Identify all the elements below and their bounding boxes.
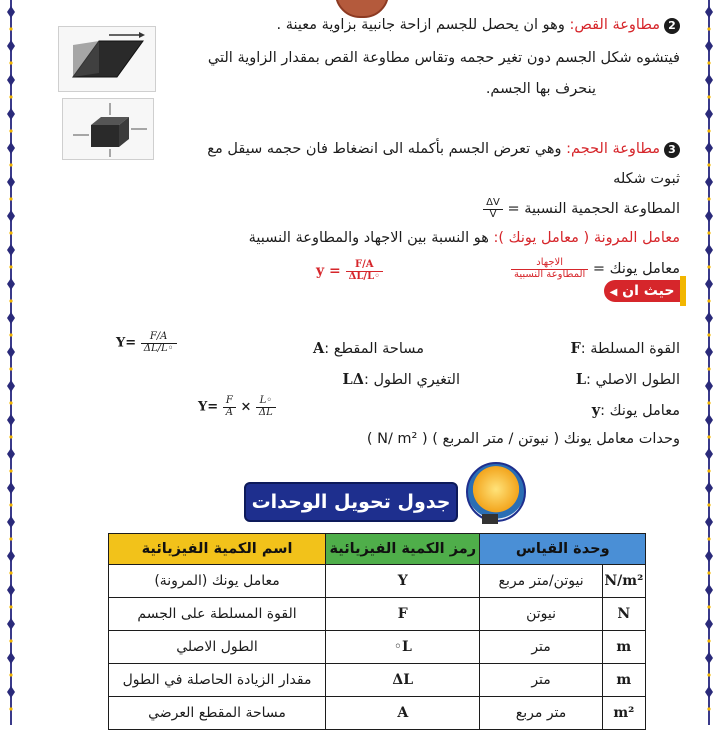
border-diamond-icon — [705, 686, 713, 698]
border-diamond-icon — [705, 550, 713, 562]
fraction-denominator: ΔL — [258, 406, 273, 418]
border-diamond-icon — [705, 74, 713, 86]
border-dot-icon — [9, 299, 12, 302]
formula-y: y = — [316, 263, 341, 279]
unit-en: N/m² — [602, 565, 645, 598]
fraction-denominator: ΔL/L◦ — [143, 342, 174, 354]
border-diamond-icon — [7, 6, 15, 18]
definition-l — [576, 371, 680, 388]
border-dot-icon — [707, 401, 710, 404]
border-dot-icon — [9, 27, 12, 30]
border-diamond-icon — [705, 210, 713, 222]
border-dot-icon — [707, 61, 710, 64]
border-dot-icon — [707, 639, 710, 642]
unit-en: m² — [602, 697, 645, 730]
formula-y: Y= — [116, 335, 137, 351]
shear-strain-heading — [277, 17, 681, 34]
border-diamond-icon — [7, 244, 15, 256]
unit-ar: متر — [480, 631, 602, 664]
number-bullet-icon: 3 — [664, 142, 680, 158]
border-diamond-icon — [7, 448, 15, 460]
fraction-numerator: الاجهاد — [511, 258, 588, 270]
shear-strain-illustration — [58, 26, 156, 92]
youngs-units-line: وحدات معامل يونك ( نيوتن / متر المربع ) ( N/ m² ) — [366, 431, 680, 447]
border-dot-icon — [707, 673, 710, 676]
unit-ar: نيوتن/متر مربع — [480, 565, 602, 598]
border-diamond-icon — [705, 584, 713, 596]
fraction-numerator: F/A — [346, 260, 383, 272]
border-dot-icon — [9, 605, 12, 608]
unit-en: m — [602, 631, 645, 664]
desc-y: : معامل يونك — [600, 403, 680, 419]
quantity-name: الطول الاصلي — [109, 631, 326, 664]
fraction-denominator: ΔL/L◦ — [348, 270, 380, 282]
border-diamond-icon — [7, 380, 15, 392]
quantity-name: القوة المسلطة على الجسم — [109, 598, 326, 631]
border-diamond-icon — [7, 312, 15, 324]
desc-l: : الطول الاصلي — [586, 372, 680, 388]
volume-strain-text-1: وهي تعرض الجسم بأكمله الى انضغاط فان حجمه سيقل مع — [207, 141, 567, 157]
border-dot-icon — [707, 435, 710, 438]
border-diamond-icon — [705, 414, 713, 426]
border-dot-icon — [9, 163, 12, 166]
border-dot-icon — [707, 299, 710, 302]
border-dot-icon — [707, 333, 710, 336]
unit-ar: متر — [480, 664, 602, 697]
border-dot-icon — [707, 163, 710, 166]
volume-strain-text-2: ثبوت شكله — [613, 171, 680, 187]
symbol-l: L — [575, 371, 587, 388]
border-diamond-icon — [7, 40, 15, 52]
border-dot-icon — [9, 639, 12, 642]
border-dot-icon — [707, 265, 710, 268]
border-diamond-icon — [7, 550, 15, 562]
border-diamond-icon — [705, 244, 713, 256]
desc-f: : القوة المسلطة — [580, 341, 680, 357]
border-dot-icon — [707, 197, 710, 200]
border-diamond-icon — [7, 176, 15, 188]
table-header-row — [109, 534, 646, 565]
table-row — [109, 565, 646, 598]
border-dot-icon — [707, 469, 710, 472]
unit-en: m — [602, 664, 645, 697]
times-sign: × — [240, 399, 252, 415]
quantity-name: معامل يونك (المرونة) — [109, 565, 326, 598]
border-dot-icon — [9, 435, 12, 438]
table-row — [109, 598, 646, 631]
unit-ar: نيوتن — [480, 598, 602, 631]
right-border-ornaments — [702, 0, 716, 725]
number-bullet-icon: 2 — [664, 18, 680, 34]
border-dot-icon — [9, 401, 12, 404]
unit-conversion-banner: جدول تحويل الوحدات — [244, 482, 458, 522]
border-dot-icon — [9, 61, 12, 64]
border-diamond-icon — [705, 278, 713, 290]
youngs-modulus-heading — [249, 230, 680, 246]
table-row — [109, 631, 646, 664]
border-dot-icon — [9, 231, 12, 234]
border-diamond-icon — [7, 108, 15, 120]
quantity-symbol: L◦ — [326, 631, 480, 664]
desc-delta-l: : التغيري الطول — [363, 372, 460, 388]
symbol-y: y — [591, 402, 601, 419]
border-diamond-icon — [705, 108, 713, 120]
symbol-delta-l: LΔ — [342, 371, 364, 388]
shear-strain-title: مطاوعة القص: — [569, 17, 660, 33]
border-diamond-icon — [7, 414, 15, 426]
volume-strain-illustration — [62, 98, 154, 160]
formula-y-product — [198, 396, 276, 418]
fraction-denominator: المطاوعة النسبية — [513, 268, 586, 280]
quantity-symbol: Y — [326, 565, 480, 598]
header-unit: وحدة القياس — [480, 534, 646, 565]
border-diamond-icon — [7, 482, 15, 494]
border-diamond-icon — [7, 74, 15, 86]
shear-strain-text-1: وهو ان يحصل للجسم ازاحة جانبية بزاوية معينة . — [276, 17, 570, 33]
definition-delta-l — [343, 371, 460, 388]
where-badge — [604, 280, 680, 302]
border-diamond-icon — [7, 618, 15, 630]
quantity-symbol: ΔL — [326, 664, 480, 697]
border-dot-icon — [9, 707, 12, 710]
border-dot-icon — [707, 707, 710, 710]
border-dot-icon — [707, 537, 710, 540]
where-badge-label: حيث ان — [622, 283, 675, 299]
border-diamond-icon — [705, 312, 713, 324]
quantity-name: مساحة المقطع العرضي — [109, 697, 326, 730]
border-diamond-icon — [7, 652, 15, 664]
border-diamond-icon — [705, 346, 713, 358]
border-dot-icon — [707, 605, 710, 608]
formula-y-fraction — [116, 332, 177, 354]
volume-strain-formula — [483, 198, 680, 220]
border-diamond-icon — [705, 448, 713, 460]
left-border-ornaments — [4, 0, 18, 725]
border-dot-icon — [9, 129, 12, 132]
border-diamond-icon — [705, 176, 713, 188]
border-dot-icon — [9, 265, 12, 268]
definition-y — [592, 402, 680, 419]
unit-ar: متر مربع — [480, 697, 602, 730]
top-ornament — [335, 0, 389, 18]
border-diamond-icon — [705, 380, 713, 392]
fraction-denominator: V — [489, 208, 497, 220]
lightbulb-icon — [466, 462, 526, 522]
border-diamond-icon — [7, 142, 15, 154]
formula-fraction — [346, 260, 383, 282]
volume-strain-fraction — [483, 198, 503, 220]
fraction-numerator: F — [223, 396, 236, 408]
shear-strain-text-3: ينحرف بها الجسم. — [485, 81, 596, 97]
table-row — [109, 664, 646, 697]
fraction-numerator: ΔV — [483, 198, 503, 210]
border-diamond-icon — [7, 516, 15, 528]
desc-a: : مساحة المقطع — [324, 341, 424, 357]
border-diamond-icon — [705, 142, 713, 154]
border-dot-icon — [9, 469, 12, 472]
unit-en: N — [602, 598, 645, 631]
badge-cap — [680, 276, 686, 306]
volume-strain-label: المطاوعة الحجمية النسبية = — [507, 201, 680, 217]
border-diamond-icon — [705, 652, 713, 664]
border-dot-icon — [707, 503, 710, 506]
youngs-symbol-formula — [316, 260, 383, 282]
quantity-name: مقدار الزيادة الحاصلة في الطول — [109, 664, 326, 697]
header-symbol: رمز الكمية الفيزيائية — [326, 534, 480, 565]
border-diamond-icon — [705, 618, 713, 630]
youngs-modulus-word-formula — [511, 258, 680, 280]
symbol-a: A — [312, 340, 325, 357]
lightbulb-base-icon — [482, 514, 498, 524]
formula-y: Y= — [198, 399, 219, 415]
definition-a — [313, 340, 424, 357]
shear-strain-text-2: فيتشوه شكل الجسم دون تغير حجمه وتقاس مطاوعة القص بمقدار الزاوية التي — [207, 50, 680, 66]
definition-f — [570, 340, 680, 357]
border-diamond-icon — [7, 584, 15, 596]
quantity-symbol: A — [326, 697, 480, 730]
border-dot-icon — [9, 571, 12, 574]
border-dot-icon — [707, 231, 710, 234]
fraction-numerator: L◦ — [256, 396, 276, 408]
volume-strain-title: مطاوعة الحجم: — [566, 141, 660, 157]
unit-conversion-table — [108, 533, 646, 730]
border-diamond-icon — [7, 278, 15, 290]
fraction-f-over-a — [223, 396, 236, 418]
youngs-modulus-title: معامل المرونة ( معامل يونك ): — [493, 230, 680, 246]
border-dot-icon — [9, 503, 12, 506]
border-diamond-icon — [705, 482, 713, 494]
border-dot-icon — [707, 571, 710, 574]
header-name: اسم الكمية الفيزيائية — [109, 534, 326, 565]
symbol-f: F — [570, 340, 581, 357]
border-diamond-icon — [7, 346, 15, 358]
youngs-word-fraction — [511, 258, 588, 280]
quantity-symbol: F — [326, 598, 480, 631]
youngs-modulus-label: معامل يونك = — [592, 261, 680, 277]
border-dot-icon — [9, 537, 12, 540]
border-diamond-icon — [7, 210, 15, 222]
border-dot-icon — [9, 197, 12, 200]
border-dot-icon — [9, 95, 12, 98]
fraction-numerator: F/A — [141, 332, 177, 344]
formula-fraction — [141, 332, 177, 354]
fraction-l-over-dl — [256, 396, 276, 418]
border-dot-icon — [707, 367, 710, 370]
border-dot-icon — [9, 367, 12, 370]
border-dot-icon — [707, 129, 710, 132]
youngs-modulus-text: هو النسبة بين الاجهاد والمطاوعة النسبية — [248, 230, 494, 246]
border-dot-icon — [707, 27, 710, 30]
volume-strain-heading — [207, 141, 680, 158]
border-diamond-icon — [705, 40, 713, 52]
border-dot-icon — [707, 95, 710, 98]
border-dot-icon — [9, 333, 12, 336]
border-diamond-icon — [705, 6, 713, 18]
triangle-left-icon: ◀ — [609, 287, 618, 298]
fraction-denominator: A — [225, 406, 233, 418]
border-diamond-icon — [7, 686, 15, 698]
border-diamond-icon — [705, 516, 713, 528]
border-dot-icon — [9, 673, 12, 676]
